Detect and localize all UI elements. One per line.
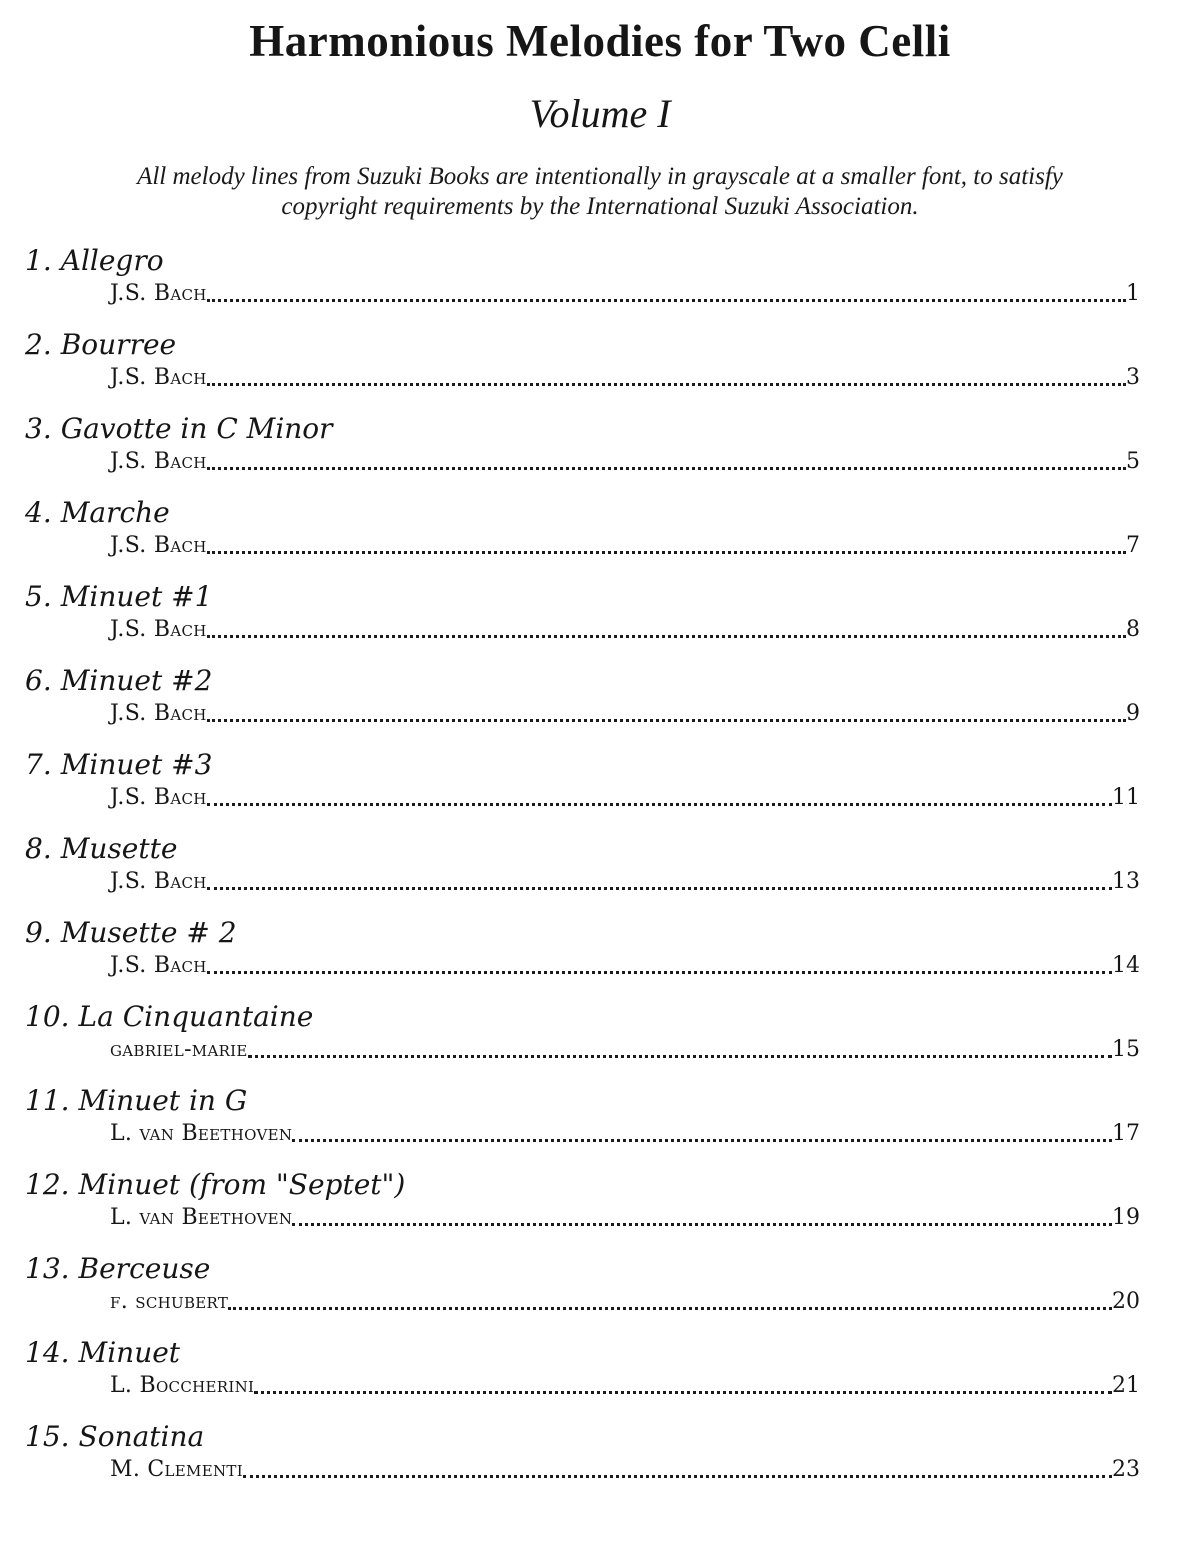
- toc-entry-title-line: [25, 328, 1140, 362]
- toc-entry-composer-row: [25, 614, 1140, 644]
- dotted-leader: [207, 719, 1126, 722]
- book-title: Harmonious Melodies for Two Celli: [249, 16, 951, 66]
- toc-entry-piece-title: Minuet #2: [60, 664, 213, 697]
- toc-entry: [25, 496, 1140, 560]
- toc-entry-title-line: [25, 916, 1140, 950]
- dotted-leader: [207, 887, 1112, 890]
- toc-entry-title-line: [25, 1000, 1140, 1034]
- toc-entry-composer: J.S. Bach: [110, 701, 207, 726]
- toc-entry-number: 11.: [25, 1084, 70, 1117]
- dotted-leader: [292, 1223, 1112, 1226]
- toc-entry-composer-row: [25, 362, 1140, 392]
- toc-entry-page-number: 20: [1112, 1289, 1140, 1314]
- toc-entry-composer: L. Boccherini: [110, 1373, 255, 1398]
- toc-entry-piece-title: Musette # 2: [60, 916, 237, 949]
- dotted-leader: [292, 1139, 1112, 1142]
- toc-entry-composer-row: [25, 1034, 1140, 1064]
- toc-entry: [25, 1252, 1140, 1316]
- toc-entry-composer: J.S. Bach: [110, 869, 207, 894]
- toc-entry-piece-title: Minuet #1: [60, 580, 213, 613]
- toc-entry-composer-row: [25, 446, 1140, 476]
- toc-entry-composer: f. schubert: [110, 1289, 229, 1314]
- dotted-leader: [243, 1475, 1112, 1478]
- toc-entry-title-line: [25, 1420, 1140, 1454]
- copyright-notice-line1: All melody lines from Suzuki Books are intentionally in grayscale at a smaller font, to satisfy: [137, 163, 1063, 190]
- toc-entry: [25, 748, 1140, 812]
- toc-entry-page-number: 8: [1126, 617, 1140, 642]
- dotted-leader: [207, 551, 1126, 554]
- toc-entry: [25, 832, 1140, 896]
- toc-entry-piece-title: Allegro: [60, 244, 164, 277]
- toc-entry-title-line: [25, 412, 1140, 446]
- toc-entry-composer: J.S. Bach: [110, 953, 207, 978]
- toc-entry-piece-title: Musette: [60, 832, 178, 865]
- toc-entry-page-number: 21: [1112, 1373, 1140, 1398]
- copyright-notice: [0, 162, 1200, 222]
- toc-entry-title-line: [25, 580, 1140, 614]
- toc-entry-number: 12.: [25, 1168, 70, 1201]
- dotted-leader: [228, 1307, 1112, 1310]
- copyright-notice-line2: copyright requirements by the International Suzuki Association.: [281, 193, 919, 220]
- toc-entry-page-number: 15: [1112, 1037, 1140, 1062]
- toc-entry: [25, 328, 1140, 392]
- toc-entry-page-number: 3: [1126, 365, 1140, 390]
- toc-entry-composer: J.S. Bach: [110, 785, 207, 810]
- toc-entry-piece-title: Gavotte in C Minor: [60, 412, 333, 445]
- toc-entry-title-line: [25, 1084, 1140, 1118]
- toc-entry-number: 7.: [25, 748, 52, 781]
- toc-entry-composer: J.S. Bach: [110, 449, 207, 474]
- toc-entry-number: 8.: [25, 832, 52, 865]
- toc-entry-page-number: 7: [1126, 533, 1140, 558]
- toc-entry-number: 3.: [25, 412, 52, 445]
- toc-entry-piece-title: Minuet (from "Septet"): [78, 1168, 406, 1201]
- toc-entry-composer: L. van Beethoven: [110, 1121, 293, 1146]
- toc-entry-composer: J.S. Bach: [110, 365, 207, 390]
- toc-entry-composer-row: [25, 1370, 1140, 1400]
- toc-entry-title-line: [25, 832, 1140, 866]
- toc-entry-title-line: [25, 748, 1140, 782]
- toc-entry-composer-row: [25, 1286, 1140, 1316]
- dotted-leader: [248, 1055, 1112, 1058]
- dotted-leader: [207, 299, 1126, 302]
- toc-entry-page-number: 13: [1112, 869, 1140, 894]
- toc-entry-piece-title: Bourree: [60, 328, 177, 361]
- toc-entry: [25, 1084, 1140, 1148]
- dotted-leader: [207, 971, 1112, 974]
- toc-entry: [25, 664, 1140, 728]
- toc-entry-composer: M. Clementi: [110, 1457, 243, 1482]
- toc-entry-composer-row: [25, 866, 1140, 896]
- toc-entry-number: 15.: [25, 1420, 70, 1453]
- toc-entry-number: 14.: [25, 1336, 70, 1369]
- toc-entry-page-number: 14: [1112, 953, 1140, 978]
- dotted-leader: [207, 383, 1126, 386]
- toc-entry-composer-row: [25, 530, 1140, 560]
- toc-entry-title-line: [25, 244, 1140, 278]
- toc-entry-piece-title: La Cinquantaine: [78, 1000, 314, 1033]
- volume-subtitle: Volume I: [529, 91, 671, 136]
- toc-entry-piece-title: Minuet in G: [78, 1084, 248, 1117]
- toc-entry: [25, 580, 1140, 644]
- toc-entry: [25, 1168, 1140, 1232]
- toc-entry-page-number: 9: [1126, 701, 1140, 726]
- toc-entry-composer: L. van Beethoven: [110, 1205, 293, 1230]
- toc-entry-composer-row: [25, 1202, 1140, 1232]
- toc-entry: [25, 412, 1140, 476]
- table-of-contents: [0, 244, 1200, 1484]
- toc-entry-composer: J.S. Bach: [110, 281, 207, 306]
- toc-entry-piece-title: Minuet: [78, 1336, 181, 1369]
- dotted-leader: [207, 635, 1126, 638]
- toc-entry-title-line: [25, 496, 1140, 530]
- toc-entry-composer: J.S. Bach: [110, 617, 207, 642]
- toc-entry: [25, 244, 1140, 308]
- toc-entry-page-number: 1: [1126, 281, 1140, 306]
- toc-entry-composer-row: [25, 698, 1140, 728]
- toc-entry-title-line: [25, 664, 1140, 698]
- toc-entry-composer-row: [25, 782, 1140, 812]
- toc-entry-number: 10.: [25, 1000, 70, 1033]
- toc-entry-page-number: 19: [1112, 1205, 1140, 1230]
- toc-entry: [25, 1000, 1140, 1064]
- toc-entry-piece-title: Sonatina: [78, 1420, 205, 1453]
- dotted-leader: [207, 803, 1112, 806]
- dotted-leader: [254, 1391, 1112, 1394]
- toc-entry: [25, 916, 1140, 980]
- toc-entry-composer-row: [25, 1118, 1140, 1148]
- toc-entry-number: 2.: [25, 328, 52, 361]
- toc-entry-number: 5.: [25, 580, 52, 613]
- toc-entry-page-number: 17: [1112, 1121, 1140, 1146]
- toc-entry-piece-title: Berceuse: [78, 1252, 211, 1285]
- toc-entry-number: 9.: [25, 916, 52, 949]
- toc-entry-piece-title: Marche: [60, 496, 170, 529]
- toc-entry-number: 4.: [25, 496, 52, 529]
- toc-entry-piece-title: Minuet #3: [60, 748, 213, 781]
- toc-entry-composer: J.S. Bach: [110, 533, 207, 558]
- toc-entry-number: 1.: [25, 244, 52, 277]
- toc-entry-title-line: [25, 1168, 1140, 1202]
- toc-entry-page-number: 5: [1126, 449, 1140, 474]
- toc-entry-page-number: 11: [1112, 785, 1140, 810]
- toc-entry-title-line: [25, 1336, 1140, 1370]
- toc-entry-composer-row: [25, 1454, 1140, 1484]
- toc-entry: [25, 1336, 1140, 1400]
- dotted-leader: [207, 467, 1126, 470]
- toc-entry-page-number: 23: [1112, 1457, 1140, 1482]
- toc-entry-number: 13.: [25, 1252, 70, 1285]
- toc-entry-composer-row: [25, 950, 1140, 980]
- toc-entry: [25, 1420, 1140, 1484]
- toc-entry-composer: gabriel-marie: [110, 1037, 248, 1062]
- toc-entry-title-line: [25, 1252, 1140, 1286]
- toc-entry-composer-row: [25, 278, 1140, 308]
- toc-entry-number: 6.: [25, 664, 52, 697]
